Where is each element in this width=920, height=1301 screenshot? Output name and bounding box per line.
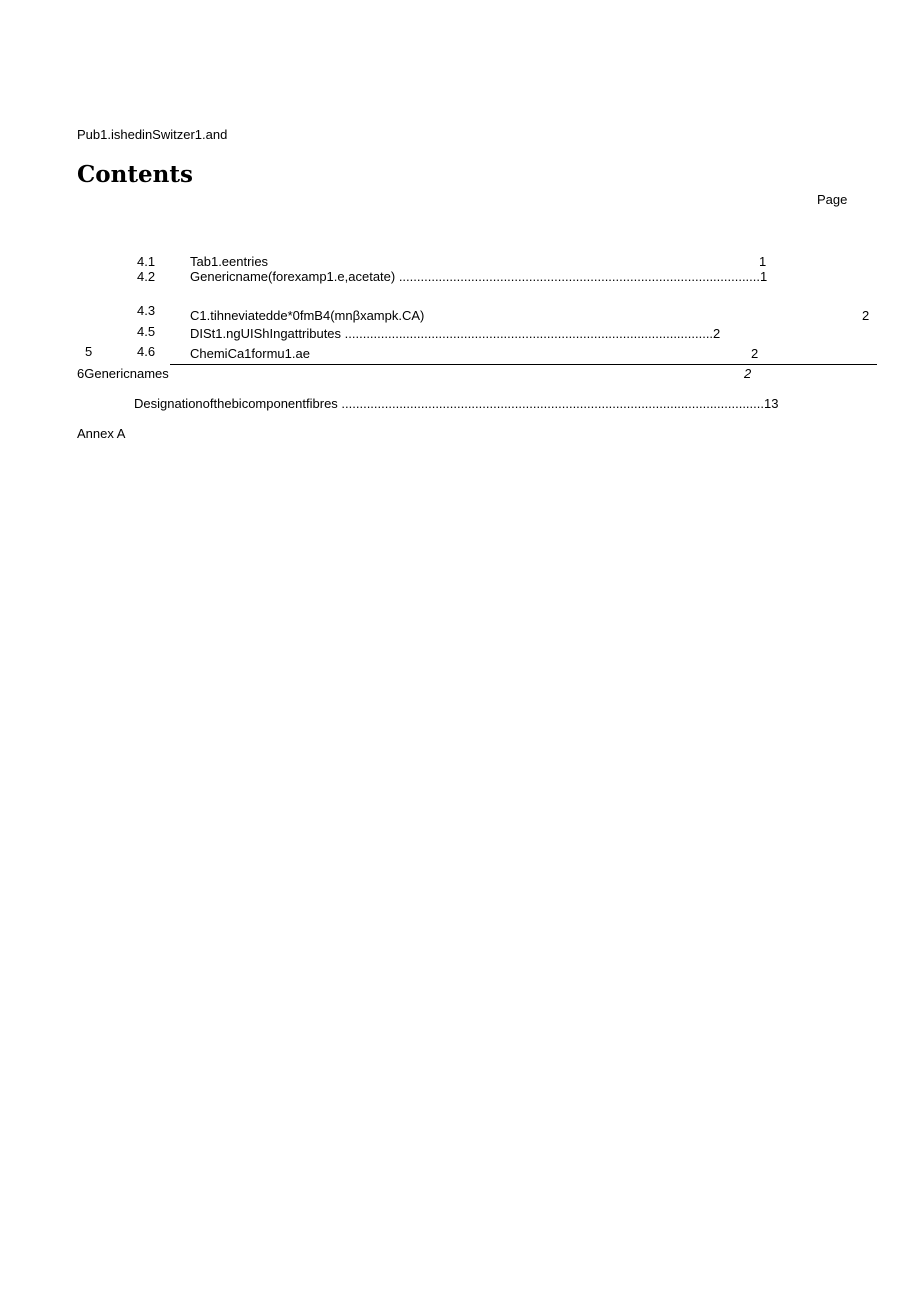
toc-entry-page: 1 bbox=[759, 254, 767, 269]
toc-entry-page: 2 bbox=[751, 346, 759, 361]
toc-entry-page: 2 bbox=[862, 308, 870, 323]
page-title: Contents bbox=[77, 161, 193, 188]
toc-entry-title: Annex A bbox=[77, 426, 126, 441]
toc-entry-title: Genericname(forexamp1.e,acetate) ....................................................................................................1 bbox=[190, 269, 768, 284]
toc-clause-number: 5 bbox=[85, 344, 93, 359]
toc-entry-title: C1.tihneviatedde*0fmB4(mnβxampk.CA) bbox=[190, 308, 425, 323]
toc-entry-number: 4.1 bbox=[137, 254, 156, 269]
toc-entry-title: ChemiCa1formu1.ae bbox=[190, 346, 310, 361]
toc-entry-title: 6Genericnames bbox=[77, 366, 169, 381]
toc-entry-number: 4.3 bbox=[137, 303, 156, 318]
toc-entry-page: 2 bbox=[744, 366, 752, 381]
page-column-label: Page bbox=[817, 192, 848, 207]
toc-entry-title: Designationofthebicomponentfibres .....................................................................................................................13 bbox=[134, 396, 779, 411]
horizontal-rule bbox=[170, 364, 877, 365]
publisher-note: Pub1.ishedinSwitzer1.and bbox=[77, 127, 228, 142]
toc-entry-title: Tab1.eentries bbox=[190, 254, 269, 269]
toc-entry-number: 4.6 bbox=[137, 344, 156, 359]
toc-entry-number: 4.5 bbox=[137, 324, 156, 339]
toc-entry-title: DISt1.ngUIShIngattributes ......................................................................................................2 bbox=[190, 326, 721, 341]
toc-entry-number: 4.2 bbox=[137, 269, 156, 284]
